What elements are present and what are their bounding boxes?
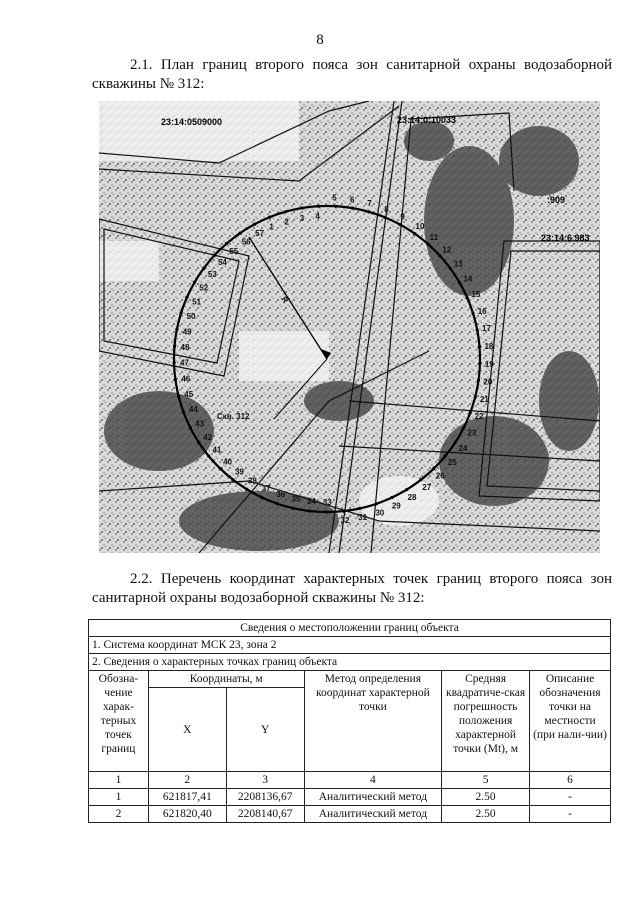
boundary-point-label: 40 xyxy=(223,457,233,467)
cadastral-label-4: 23:14:6.983 xyxy=(541,233,590,243)
boundary-point-label: 54 xyxy=(217,257,227,267)
well-label: Скв. 312 xyxy=(217,412,250,421)
boundary-point-marker xyxy=(308,509,311,512)
boundary-point-marker xyxy=(179,311,182,314)
table-row xyxy=(89,789,611,806)
boundary-point-marker xyxy=(292,507,295,510)
boundary-point-marker xyxy=(325,510,328,513)
boundary-point-marker xyxy=(458,281,461,284)
boundary-point-label: 18 xyxy=(484,341,494,351)
boundary-point-label: 8 xyxy=(384,205,389,215)
boundary-point-label: 19 xyxy=(484,359,494,369)
boundary-point-label: 53 xyxy=(207,270,217,280)
boundary-point-marker xyxy=(185,296,188,299)
boundary-point-label: 39 xyxy=(234,467,244,477)
boundary-point-label: 6 xyxy=(349,195,355,205)
boundary-point-label: 51 xyxy=(192,297,202,307)
boundary-point-marker xyxy=(474,395,477,398)
boundary-point-marker xyxy=(172,361,175,364)
boundary-point-label: 49 xyxy=(182,327,192,337)
boundary-point-marker xyxy=(476,328,479,331)
boundary-point-label: 38 xyxy=(247,476,257,486)
boundary-point-label: 31 xyxy=(358,513,368,523)
page-number: 8 xyxy=(316,32,324,48)
boundary-point-label: 52 xyxy=(199,283,209,293)
header-x: X xyxy=(148,688,226,772)
boundary-point-marker xyxy=(225,242,228,245)
boundary-point-label: 11 xyxy=(429,233,439,243)
boundary-point-marker xyxy=(231,478,234,481)
boundary-point-label: 25 xyxy=(447,458,457,468)
boundary-point-label: 27 xyxy=(422,483,432,493)
boundary-point-label: 23 xyxy=(467,428,477,438)
boundary-point-marker xyxy=(478,345,481,348)
table-points-info-row: 2. Сведения о характерных точках границ объекта xyxy=(89,654,611,671)
boundary-point-label: 21 xyxy=(479,395,489,405)
header-method: Метод определения координат характерной точки xyxy=(304,671,442,772)
boundary-point-marker xyxy=(478,362,481,365)
cell-y: 2208140,67 xyxy=(226,806,304,823)
boundary-point-label: 32 xyxy=(340,516,350,526)
cell-error: 2.50 xyxy=(442,789,530,806)
boundary-point-label: 15 xyxy=(471,290,481,300)
col-number-3: 3 xyxy=(226,772,304,789)
boundary-point-label: 56 xyxy=(241,237,251,247)
boundary-point-marker xyxy=(175,328,178,331)
boundary-point-marker xyxy=(219,467,222,470)
boundary-point-label: 20 xyxy=(483,377,493,387)
boundary-point-marker xyxy=(367,210,370,213)
boundary-point-marker xyxy=(375,502,378,505)
boundary-point-label: 5 xyxy=(332,193,337,203)
boundary-point-marker xyxy=(275,502,278,505)
boundary-point-label: 36 xyxy=(276,490,286,500)
boundary-point-marker xyxy=(469,411,472,414)
boundary-point-marker xyxy=(268,216,271,219)
boundary-point-label: 7 xyxy=(367,199,372,209)
boundary-point-marker xyxy=(453,441,456,444)
cell-description: - xyxy=(530,789,611,806)
section-heading-coordinates: 2.2. Перечень координат характерных точек границ второго пояса зон санитарной охраны водозаборной скважины № 312: xyxy=(92,571,612,606)
boundary-point-label: 12 xyxy=(442,245,452,255)
boundary-point-label: 1 xyxy=(269,222,274,232)
cell-point-number: 2 xyxy=(89,806,149,823)
table-title: Сведения о местоположении границ объекта xyxy=(89,620,611,637)
header-designation: Обозна-чение харак-терных точек границ xyxy=(89,671,149,772)
coordinates-table xyxy=(88,619,611,823)
cell-point-number: 1 xyxy=(89,789,149,806)
boundary-point-label: 17 xyxy=(482,324,491,334)
boundary-point-marker xyxy=(182,411,185,414)
boundary-point-label: 29 xyxy=(391,501,401,511)
boundary-point-label: 26 xyxy=(435,471,445,481)
boundary-point-marker xyxy=(359,507,362,510)
boundary-point-label: 16 xyxy=(477,306,487,316)
boundary-point-marker xyxy=(334,205,337,208)
boundary-point-marker xyxy=(174,378,177,381)
boundary-point-label: 35 xyxy=(291,494,301,504)
cadastral-label-2: 23:14:0:10033 xyxy=(397,115,457,125)
boundary-point-marker xyxy=(413,232,416,235)
boundary-point-marker xyxy=(260,496,263,499)
cell-method: Аналитический метод xyxy=(304,789,442,806)
cell-description: - xyxy=(530,806,611,823)
header-y: Y xyxy=(226,688,304,772)
col-number-5: 5 xyxy=(442,772,530,789)
boundary-point-label: 4 xyxy=(315,212,320,222)
boundary-point-label: 48 xyxy=(180,342,190,352)
boundary-point-label: 55 xyxy=(229,246,239,256)
boundary-point-marker xyxy=(245,488,248,491)
boundary-point-label: 30 xyxy=(375,508,385,518)
boundary-point-label: 45 xyxy=(184,389,194,399)
boundary-point-label: 33 xyxy=(322,497,332,507)
boundary-point-marker xyxy=(426,242,429,245)
boundary-point-label: 57 xyxy=(255,229,265,239)
boundary-point-label: 24 xyxy=(458,443,468,453)
boundary-point-marker xyxy=(432,467,435,470)
boundary-point-marker xyxy=(342,510,345,513)
boundary-point-marker xyxy=(197,441,200,444)
cell-y: 2208136,67 xyxy=(226,789,304,806)
boundary-point-label: 50 xyxy=(186,312,196,322)
radius-label: R xyxy=(279,294,291,305)
col-number-6: 6 xyxy=(530,772,611,789)
col-number-1: 1 xyxy=(89,772,149,789)
section-heading-plan: 2.1. План границ второго пояса зон санитарной охраны водозаборной скважины № 312: xyxy=(92,57,612,92)
boundary-point-label: 28 xyxy=(407,493,417,503)
boundary-point-marker xyxy=(213,254,216,257)
boundary-point-marker xyxy=(383,216,386,219)
boundary-point-marker xyxy=(462,427,465,430)
boundary-point-label: 9 xyxy=(400,212,405,222)
cadastral-label-1: 23:14:0509000 xyxy=(161,117,223,127)
boundary-point-marker xyxy=(443,455,446,458)
cell-method: Аналитический метод xyxy=(304,806,442,823)
boundary-point-label: 42 xyxy=(203,432,213,442)
boundary-point-label: 22 xyxy=(474,412,484,422)
boundary-point-marker xyxy=(177,395,180,398)
boundary-point-label: 47 xyxy=(180,358,189,368)
boundary-point-marker xyxy=(317,205,320,208)
boundary-point-label: 2 xyxy=(284,217,289,227)
boundary-point-label: 34 xyxy=(307,497,316,507)
cadastral-label-3: :909 xyxy=(547,195,566,205)
cell-x: 621817,41 xyxy=(148,789,226,806)
boundary-point-marker xyxy=(405,488,408,491)
boundary-point-label: 3 xyxy=(299,213,305,223)
boundary-point-label: 13 xyxy=(453,259,463,269)
boundary-point-marker xyxy=(472,312,475,315)
header-description: Описание обозначения точки на местности (при нали-чии) xyxy=(530,671,611,772)
boundary-point-label: 43 xyxy=(195,419,205,429)
boundary-point-marker xyxy=(419,478,422,481)
cell-x: 621820,40 xyxy=(148,806,226,823)
boundary-point-label: 44 xyxy=(188,404,198,414)
boundary-point-marker xyxy=(173,344,176,347)
boundary-point-label: 14 xyxy=(463,274,473,284)
boundary-point-label: 41 xyxy=(212,445,222,455)
header-error: Средняя квадратиче-ская погрешность положения характерной точки (Mt), м xyxy=(442,671,530,772)
boundary-point-marker xyxy=(300,206,303,209)
boundary-point-marker xyxy=(253,223,256,226)
boundary-point-marker xyxy=(390,496,393,499)
col-number-2: 2 xyxy=(148,772,226,789)
col-number-4: 4 xyxy=(304,772,442,789)
boundary-point-marker xyxy=(466,296,469,299)
header-coordinates: Координаты, м xyxy=(148,671,304,688)
boundary-point-marker xyxy=(438,254,441,257)
boundary-point-label: 46 xyxy=(181,374,191,384)
boundary-point-marker xyxy=(284,210,287,213)
boundary-point-marker xyxy=(207,454,210,457)
boundary-point-label: 37 xyxy=(261,484,271,494)
table-system-row: 1. Система координат МСК 23, зона 2 xyxy=(89,637,611,654)
boundary-point-marker xyxy=(238,232,241,235)
boundary-point-marker xyxy=(202,267,205,270)
boundary-plan-map xyxy=(99,101,600,553)
boundary-point-marker xyxy=(189,426,192,429)
boundary-point-label: 10 xyxy=(415,222,425,232)
boundary-point-marker xyxy=(398,223,401,226)
cell-error: 2.50 xyxy=(442,806,530,823)
boundary-point-marker xyxy=(193,281,196,284)
boundary-point-marker xyxy=(477,379,480,382)
table-row xyxy=(89,806,611,823)
boundary-point-marker xyxy=(449,267,452,270)
boundary-point-marker xyxy=(351,207,354,210)
